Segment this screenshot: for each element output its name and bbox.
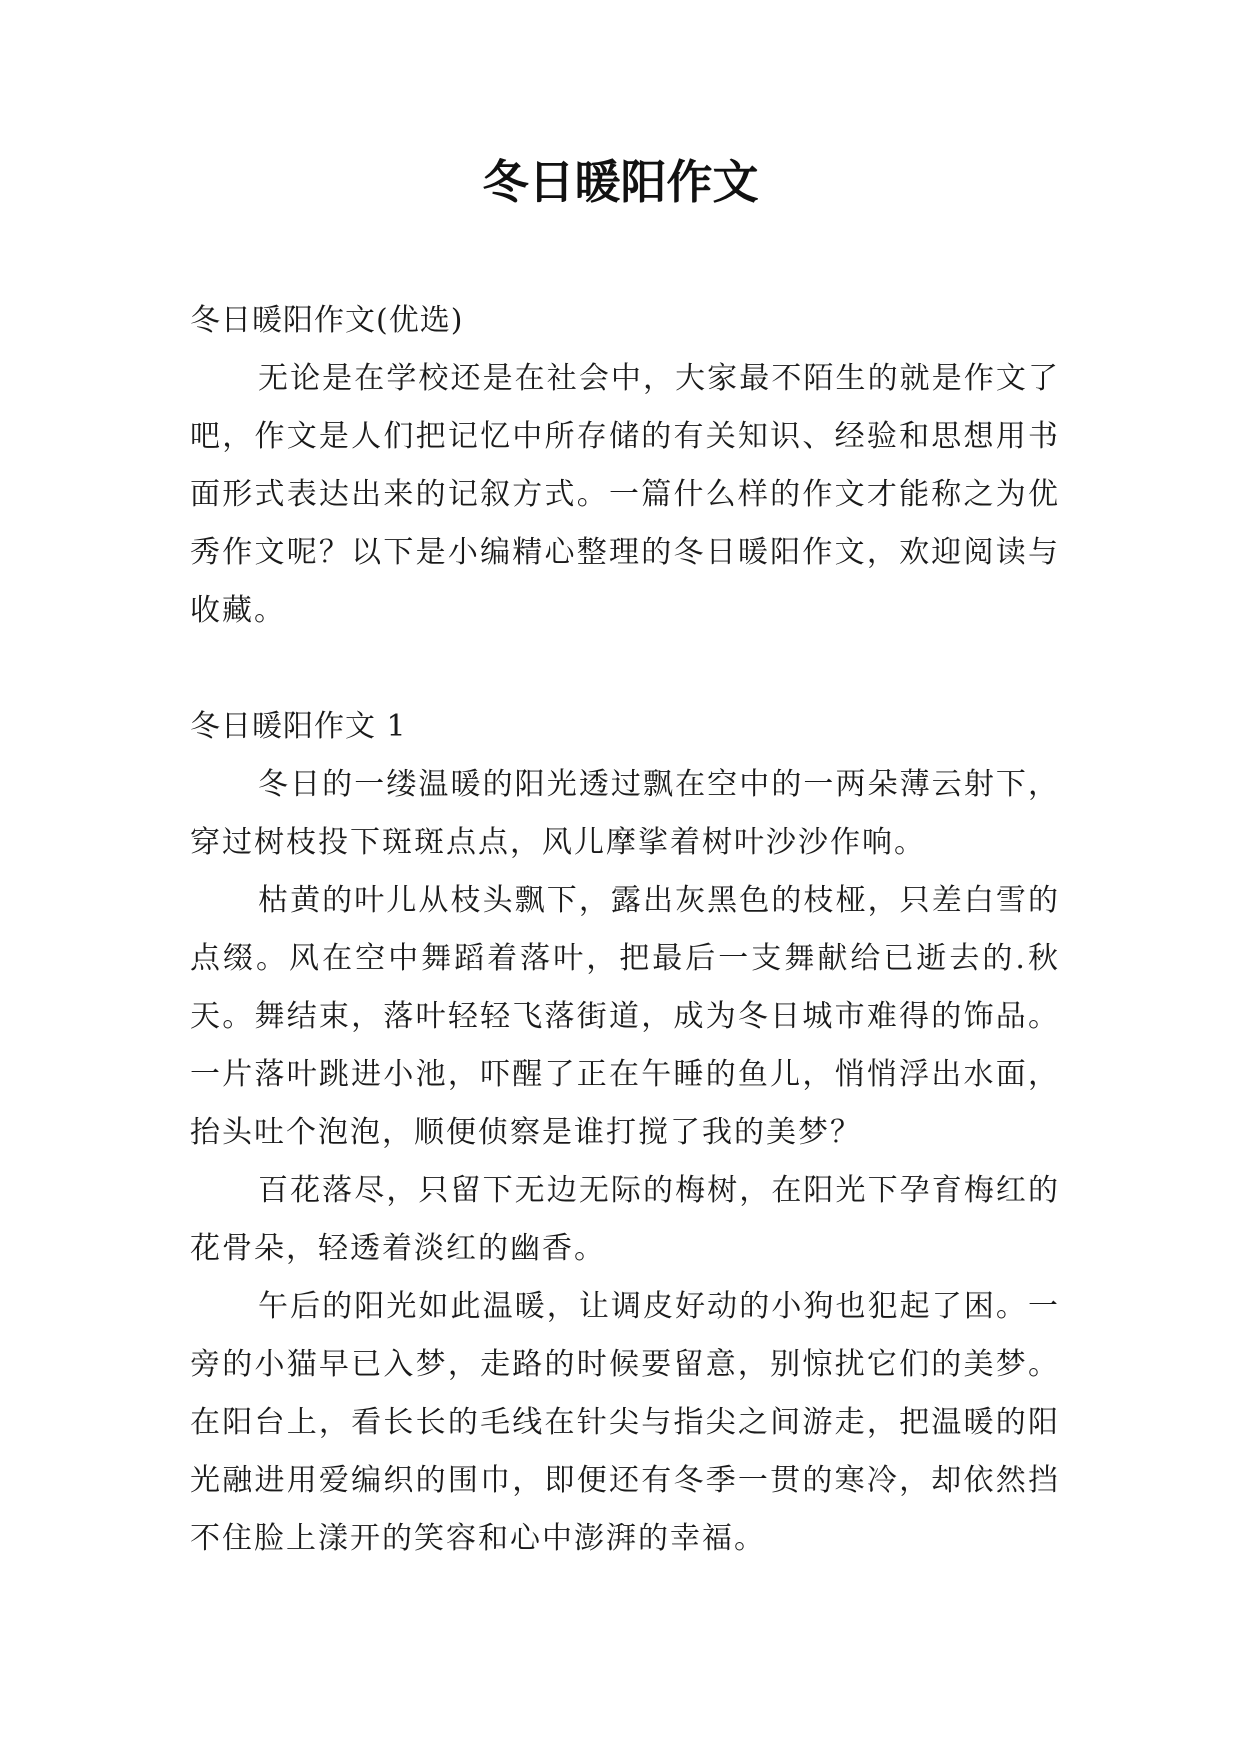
intro-heading: 冬日暖阳作文(优选) bbox=[190, 303, 464, 338]
intro-paragraph: 无论是在学校还是在社会中，大家最不陌生的就是作文了吧，作文是人们把记忆中所存储的有关知识、经验和思想用书面形式表达出来的记叙方式。一篇什么样的作文才能称之为优秀作文呢？以下是小编精心整理的冬日暖阳作文，欢迎阅读与收藏。 bbox=[190, 361, 1060, 628]
body-paragraph: 枯黄的叶儿从枝头飘下，露出灰黑色的枝桠，只差白雪的点缀。风在空中舞蹈着落叶，把最后一支舞献给已逝去的.秋天。舞结束，落叶轻轻飞落街道，成为冬日城市难得的饰品。一片落叶跳进小池，吓醒了正在午睡的鱼儿，悄悄浮出水面，抬头吐个泡泡，顺便侦察是谁打搅了我的美梦？ bbox=[190, 883, 1060, 1150]
body-paragraph: 冬日的一缕温暖的阳光透过飘在空中的一两朵薄云射下，穿过树枝投下斑斑点点，风儿摩挲着树叶沙沙作响。 bbox=[190, 767, 1060, 860]
body-paragraph: 百花落尽，只留下无边无际的梅树，在阳光下孕育梅红的花骨朵，轻透着淡红的幽香。 bbox=[190, 1173, 1060, 1266]
section-heading: 冬日暖阳作文 1 bbox=[190, 709, 407, 744]
document-title: 冬日暖阳作文 bbox=[482, 155, 759, 209]
section-spacer bbox=[190, 640, 1060, 698]
body-paragraph: 午后的阳光如此温暖，让调皮好动的小狗也犯起了困。一旁的小猫早已入梦，走路的时候要留意，别惊扰它们的美梦。在阳台上，看长长的毛线在针尖与指尖之间游走，把温暖的阳光融进用爱编织的围巾，即便还有冬季一贯的寒冷，却依然挡不住脸上漾开的笑容和心中澎湃的幸福。 bbox=[190, 1289, 1060, 1556]
document-body bbox=[190, 292, 1060, 1568]
